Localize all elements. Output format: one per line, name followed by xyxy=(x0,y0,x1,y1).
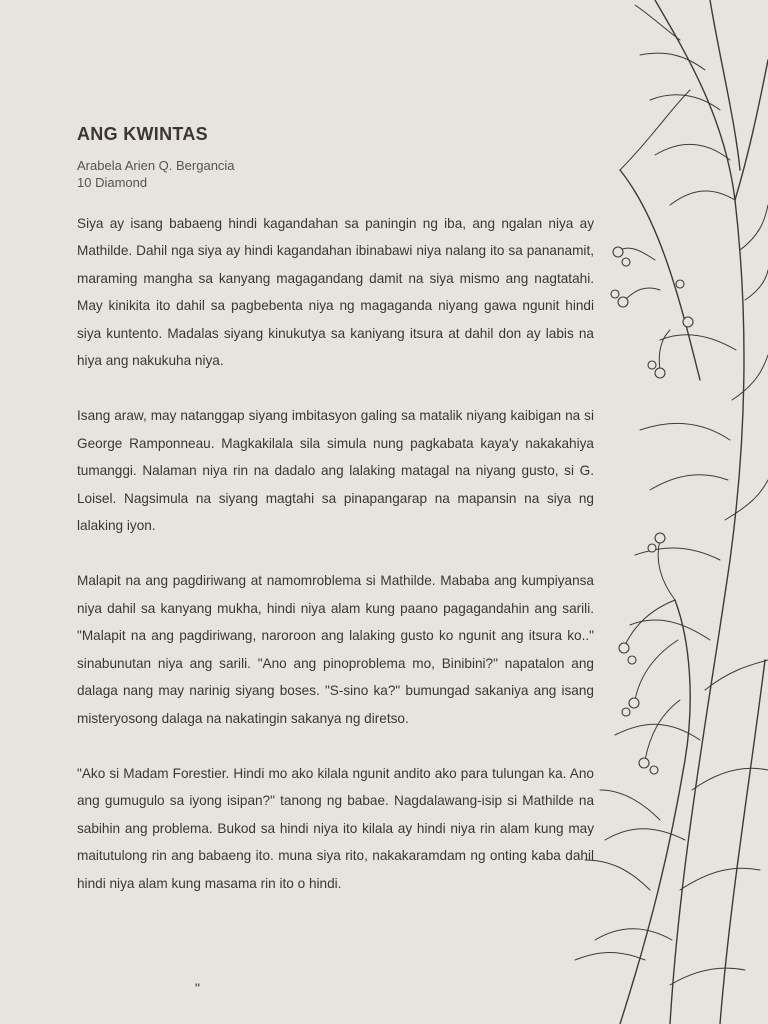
story-paragraph-4: "Ako si Madam Forestier. Hindi mo ako kilala ngunit andito ako para tulungan ka. Ano ang gumugulo sa iyong isipan?" tanong ng babae. Nagdalawang-isip si Mathilde na sabihin ang problema. Bukod sa hindi niya ito kilala ay hindi niya rin alam kung may maitutulong rin ang babaeng ito. muna siya rito, nakakaramdam ng onting kaba dahil hindi niya alam kung masama rin ito o hindi. xyxy=(77,765,594,891)
story-paragraph-2: Isang araw, may natanggap siyang imbitasyon galing sa matalik niyang kaibigan na si George Ramponneau. Magkakilala sila simula nung pagkabata kaya'y nakakahiya tumanggi. Nalaman niya rin na dadalo ang lalaking matagal na niyang gusto, si G. Loisel. Nagsimula na siyang magtahi sa pinapangarap na mapansin na siya ng lalaking iyon. xyxy=(77,408,594,534)
story-paragraph-3: Malapit na ang pagdiriwang at namomroblema si Mathilde. Mababa ang kumpiyansa niya dahil sa kanyang mukha, hindi niya alam kung paano pagagandahin ang sarili. "Malapit na ang pagdiriwang, naroroon ang lalaking gusto ko ngunit ang itsura ko.." sinabunutan niya ang sarili. "Ano ang pinoproblema mo, Binibini?" napatalon ang dalaga nang may narinig siyang boses. "S-sino ka?" bumungad sakaniya ang isang misteryosong dalaga na nakatingin sakanya ng diretso. xyxy=(77,573,594,726)
author-name: Arabela Arien Q. Bergancia xyxy=(77,158,235,173)
author-block xyxy=(77,157,235,191)
trailing-quote-mark: " xyxy=(195,980,200,996)
author-section: 10 Diamond xyxy=(77,175,148,190)
story-paragraph-1: Siya ay isang babaeng hindi kagandahan sa paningin ng iba, ang ngalan niya ay Mathilde. Dahil nga siya ay hindi kagandahan ibinabawi niya nalang ito sa pananamit, maraming mangha sa kanyang magagandang damit na siya mismo ang nagtatahi. May kinikita ito dahil sa pagbebenta niya ng magaganda niyang gawa ngunit hindi siya kuntento. Madalas siyang kinukutya sa kaniyang itsura at dahil don ay labis na hiya ang nakukuha niya. xyxy=(77,216,594,369)
botanical-line-art-icon xyxy=(560,0,768,1024)
document-title: ANG KWINTAS xyxy=(77,124,208,144)
story-body xyxy=(77,210,594,925)
